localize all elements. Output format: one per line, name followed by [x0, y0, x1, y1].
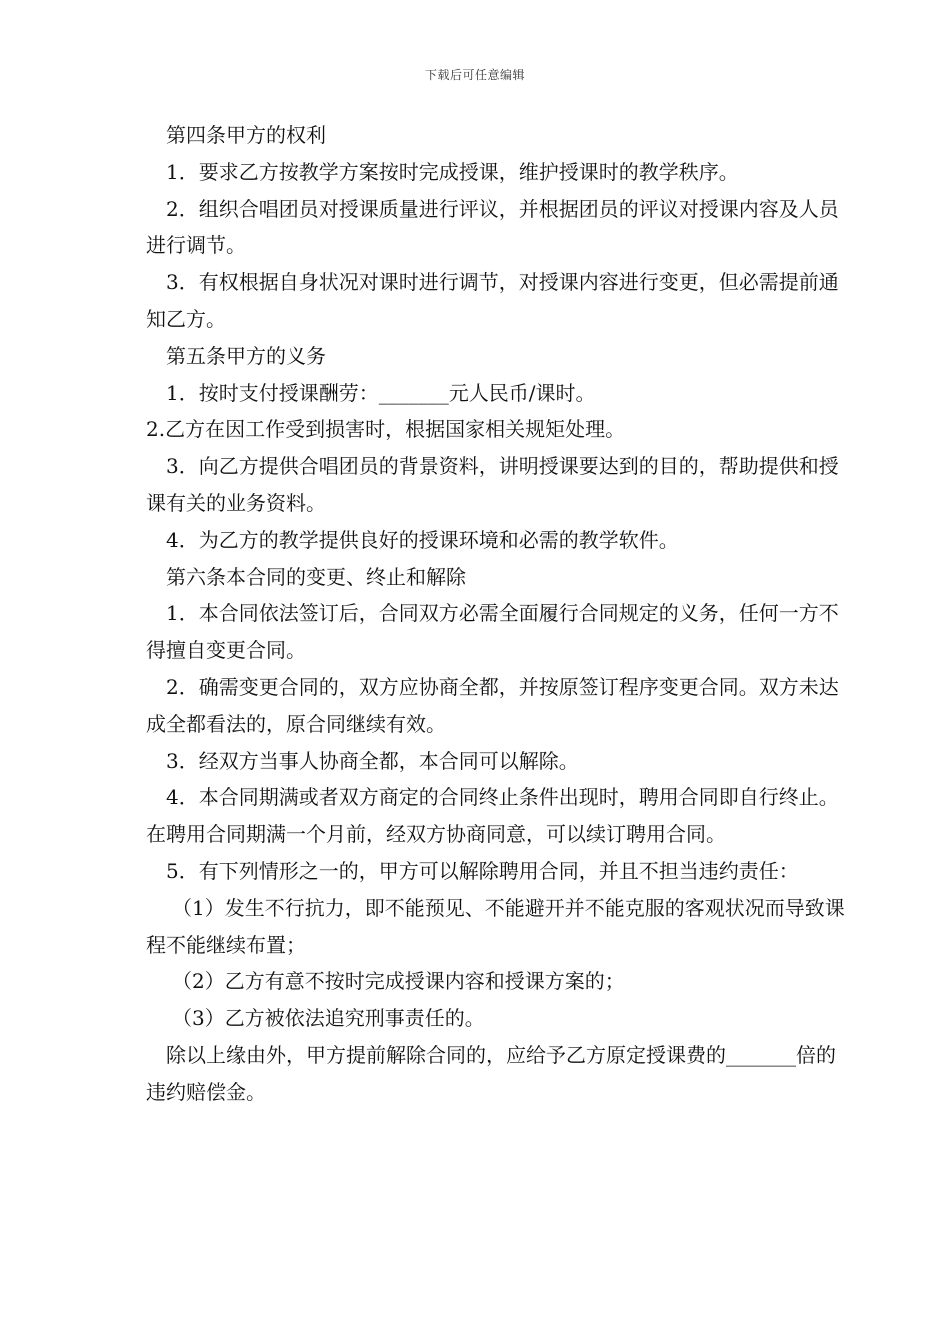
article-6-subitem-3: （3）乙方被依法追究刑事责任的。	[172, 1006, 485, 1031]
article-4-item-1: 1．要求乙方按教学方案按时完成授课，维护授课时的教学秩序。	[166, 159, 739, 184]
article-5-item-3: 3．向乙方提供合唱团员的背景资料，讲明授课要达到的目的，帮助提供和授课有关的业务资料。	[146, 454, 839, 515]
article-4-title: 第四条甲方的权利	[166, 123, 326, 147]
article-5-item-1: 1．按时支付授课酬劳：_______元人民币/课时。	[166, 380, 596, 405]
article-4-item-3: 3．有权根据自身状况对课时进行调节，对授课内容进行变更，但必需提前通知乙方。	[146, 270, 839, 331]
article-6-subitem-1: （1）发生不行抗力，即不能预见、不能避开并不能克服的客观状况而导致课程不能继续布置；	[146, 895, 845, 957]
article-6-item-2: 2．确需变更合同的，双方应协商全都，并按原签订程序变更合同。双方未达成全都看法的，原合同继续有效。	[146, 674, 839, 736]
page-header-note: 下载后可任意编辑	[424, 68, 525, 82]
document-body	[146, 117, 846, 1111]
article-6-subitem-2: （2）乙方有意不按时完成授课内容和授课方案的；	[172, 969, 625, 994]
article-6-item-5: 5．有下列情形之一的，甲方可以解除聘用合同，并且不担当违约责任：	[166, 858, 799, 883]
article-6-item-3: 3．经双方当事人协商全都，本合同可以解除。	[166, 748, 579, 773]
article-4-item-2: 2．组织合唱团员对授课质量进行评议，并根据团员的评议对授课内容及人员进行调节。	[146, 196, 839, 258]
article-5-title: 第五条甲方的义务	[166, 343, 326, 368]
article-6-item-4: 4．本合同期满或者双方商定的合同终止条件出现时，聘用合同即自行终止。在聘用合同期满一个月前，经双方协商同意，可以续订聘用合同。	[146, 785, 839, 847]
article-6-item-1: 1．本合同依法签订后，合同双方必需全面履行合同规定的义务，任何一方不得擅自变更合同。	[146, 601, 839, 663]
article-5-item-2: 2.乙方在因工作受到损害时，根据国家相关规矩处理。	[146, 417, 626, 442]
article-5-item-4: 4．为乙方的教学提供良好的授课环境和必需的教学软件。	[166, 527, 679, 552]
article-6-title: 第六条本合同的变更、终止和解除	[166, 564, 466, 589]
article-6-closing: 除以上缘由外，甲方提前解除合同的，应给予乙方原定授课费的_______倍的违约赔偿金。	[146, 1042, 836, 1104]
